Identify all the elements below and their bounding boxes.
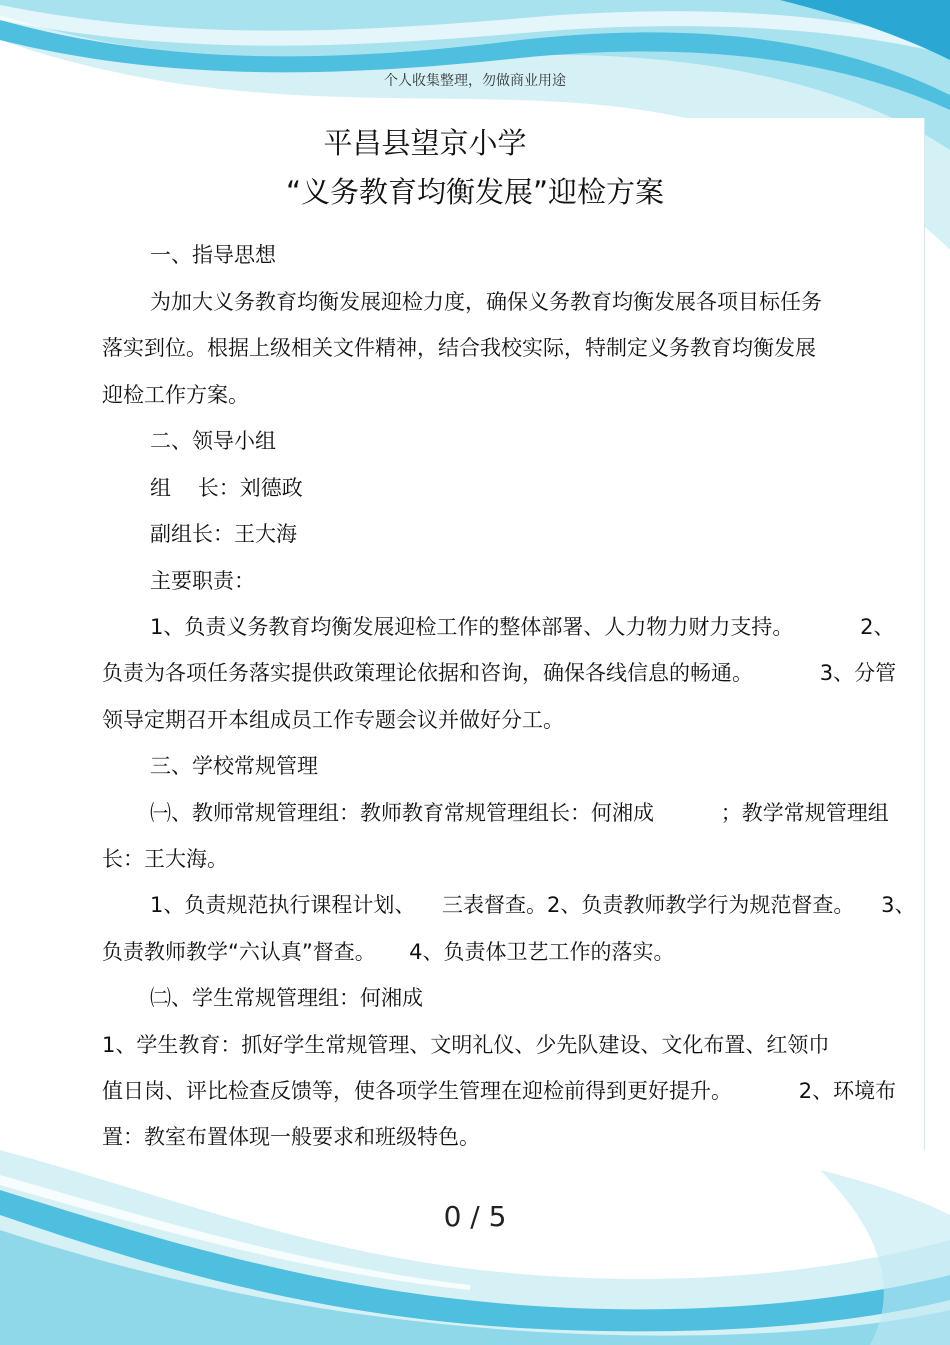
paragraph-line: 1、学生教育：抓好学生常规管理、文明礼仪、少先队建设、文化布置、红领巾 [102,1033,830,1057]
paragraph-line: 迎检工作方案。 [102,383,249,407]
paragraph-line: 落实到位。根据上级相关文件精神，结合我校实际，特制定义务教育均衡发展 [102,336,816,360]
paragraph-line: 负责教师教学“六认真”督查。 4、负责体卫艺工作的落实。 [102,940,675,964]
section-heading-guiding-thought: 一、指导思想 [150,243,276,267]
document-title-school: 平昌县望京小学 [323,126,527,160]
subsection-heading-student-management: ㈡、学生常规管理组：何湘成 [150,986,423,1010]
paragraph-line: 负责为各项任务落实提供政策理论依据和咨询，确保各线信息的畅通。 3、分管 [102,661,897,685]
paragraph-line: 领导定期召开本组成员工作专题会议并做好分工。 [102,708,564,732]
paragraph-line: 为加大义务教育均衡发展迎检力度，确保义务教育均衡发展各项目标任务 [150,290,822,314]
deputy-leader-line: 副组长：王大海 [150,522,297,546]
document-title-plan: “义务教育均衡发展”迎检方案 [285,175,665,209]
leader-line: 组 长：刘德政 [150,476,303,500]
watermark-text: 个人收集整理，勿做商业用途 [384,73,566,89]
section-heading-routine-management: 三、学校常规管理 [150,754,318,778]
paragraph-line: 置：教室布置体现一般要求和班级特色。 [102,1125,480,1149]
paragraph-line: 值日岗、评比检查反馈等，使各项学生管理在迎检前得到更好提升。 2、环境布 [102,1079,897,1103]
section-heading-leadership: 二、领导小组 [150,429,276,453]
paragraph-line: ㈠、教师常规管理组：教师教育常规管理组长：何湘成 ；教学常规管理组 [150,801,889,825]
paragraph-line: 长：王大海。 [102,847,228,871]
paragraph-line: 1、负责义务教育均衡发展迎检工作的整体部署、人力物力财力支持。 2、 [150,615,895,639]
duties-label: 主要职责： [150,569,255,593]
page-number: 0 / 5 [443,1200,507,1233]
paragraph-line: 1、负责规范执行课程计划、 三表督查。2、负责教师教学行为规范督查。 3、 [150,893,916,917]
